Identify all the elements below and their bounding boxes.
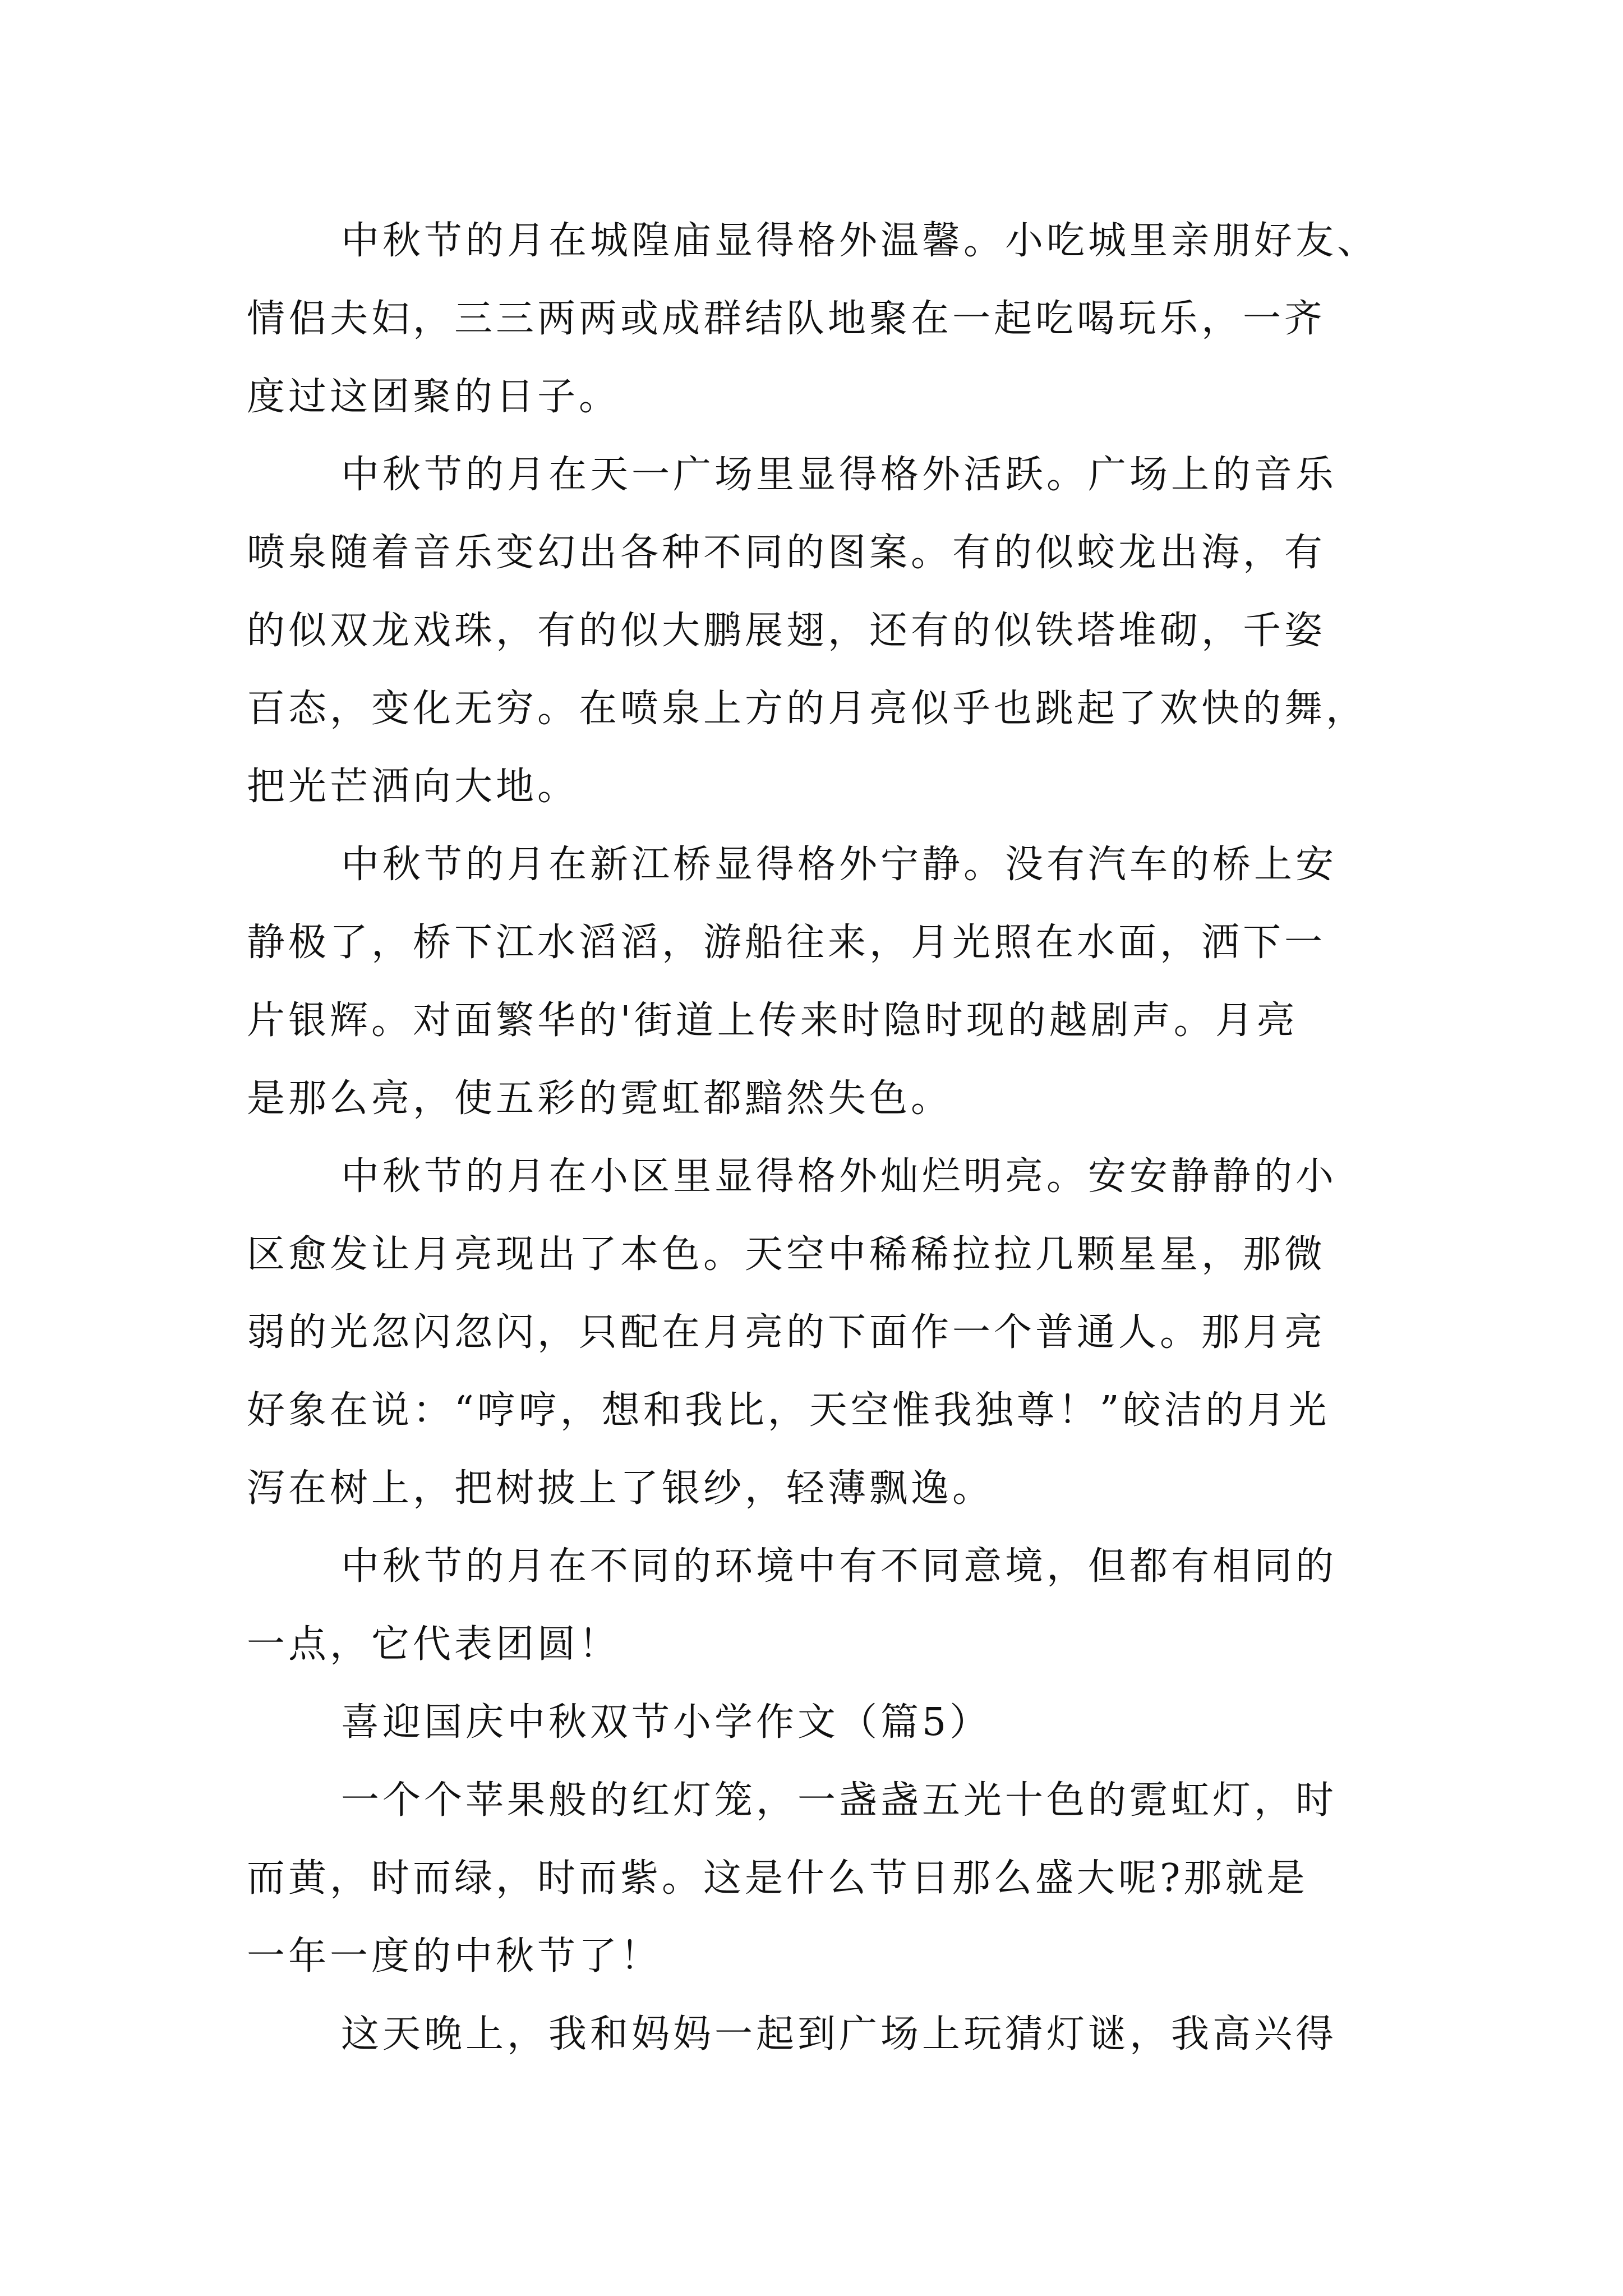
- text-line: 一点，它代表团圆！: [247, 1622, 621, 1667]
- text-line: 静极了，桥下江水滔滔，游船往来，月光照在水面，洒下一: [247, 921, 1326, 965]
- text-line: 好象在说：“哼哼，想和我比，天空惟我独尊！”皎洁的月光: [247, 1388, 1330, 1433]
- text-line: 百态，变化无穷。在喷泉上方的月亮似乎也跳起了欢快的舞，: [247, 687, 1368, 731]
- text-line: 度过这团聚的日子。: [247, 375, 621, 419]
- text-line: 中秋节的月在小区里显得格外灿烂明亮。安安静静的小: [341, 1154, 1338, 1199]
- text-line: 一个个苹果般的红灯笼，一盏盏五光十色的霓虹灯，时: [341, 1778, 1338, 1823]
- text-line: 中秋节的月在不同的环境中有不同意境，但都有相同的: [341, 1544, 1338, 1589]
- text-line: 情侣夫妇，三三两两或成群结队地聚在一起吃喝玩乐，一齐: [247, 297, 1326, 341]
- text-line: 是那么亮，使五彩的霓虹都黯然失色。: [247, 1076, 953, 1121]
- text-line: 弱的光忽闪忽闪，只配在月亮的下面作一个普通人。那月亮: [247, 1310, 1326, 1355]
- text-line: 的似双龙戏珠，有的似大鹏展翅，还有的似铁塔堆砌，千姿: [247, 609, 1326, 653]
- text-line: 中秋节的月在新江桥显得格外宁静。没有汽车的桥上安: [341, 843, 1338, 887]
- text-line: 泻在树上，把树披上了银纱，轻薄飘逸。: [247, 1466, 994, 1511]
- text-line: 把光芒洒向大地。: [247, 765, 579, 809]
- text-line: 这天晚上，我和妈妈一起到广场上玩猜灯谜，我高兴得: [341, 2012, 1338, 2056]
- section-heading: 喜迎国庆中秋双节小学作文（篇5）: [341, 1700, 992, 1745]
- text-line: 一年一度的中秋节了！: [247, 1934, 662, 1978]
- text-line: 而黄，时而绿，时而紫。这是什么节日那么盛大呢?那就是: [247, 1856, 1308, 1901]
- text-line: 喷泉随着音乐变幻出各种不同的图案。有的似蛟龙出海，有: [247, 531, 1326, 575]
- text-line: 中秋节的月在天一广场里显得格外活跃。广场上的音乐: [341, 453, 1338, 497]
- text-line: 中秋节的月在城隍庙显得格外温馨。小吃城里亲朋好友、: [341, 219, 1379, 263]
- text-line: 区愈发让月亮现出了本色。天空中稀稀拉拉几颗星星，那微: [247, 1232, 1326, 1277]
- text-line: 片银辉。对面繁华的'街道上传来时隐时现的越剧声。月亮: [247, 999, 1298, 1043]
